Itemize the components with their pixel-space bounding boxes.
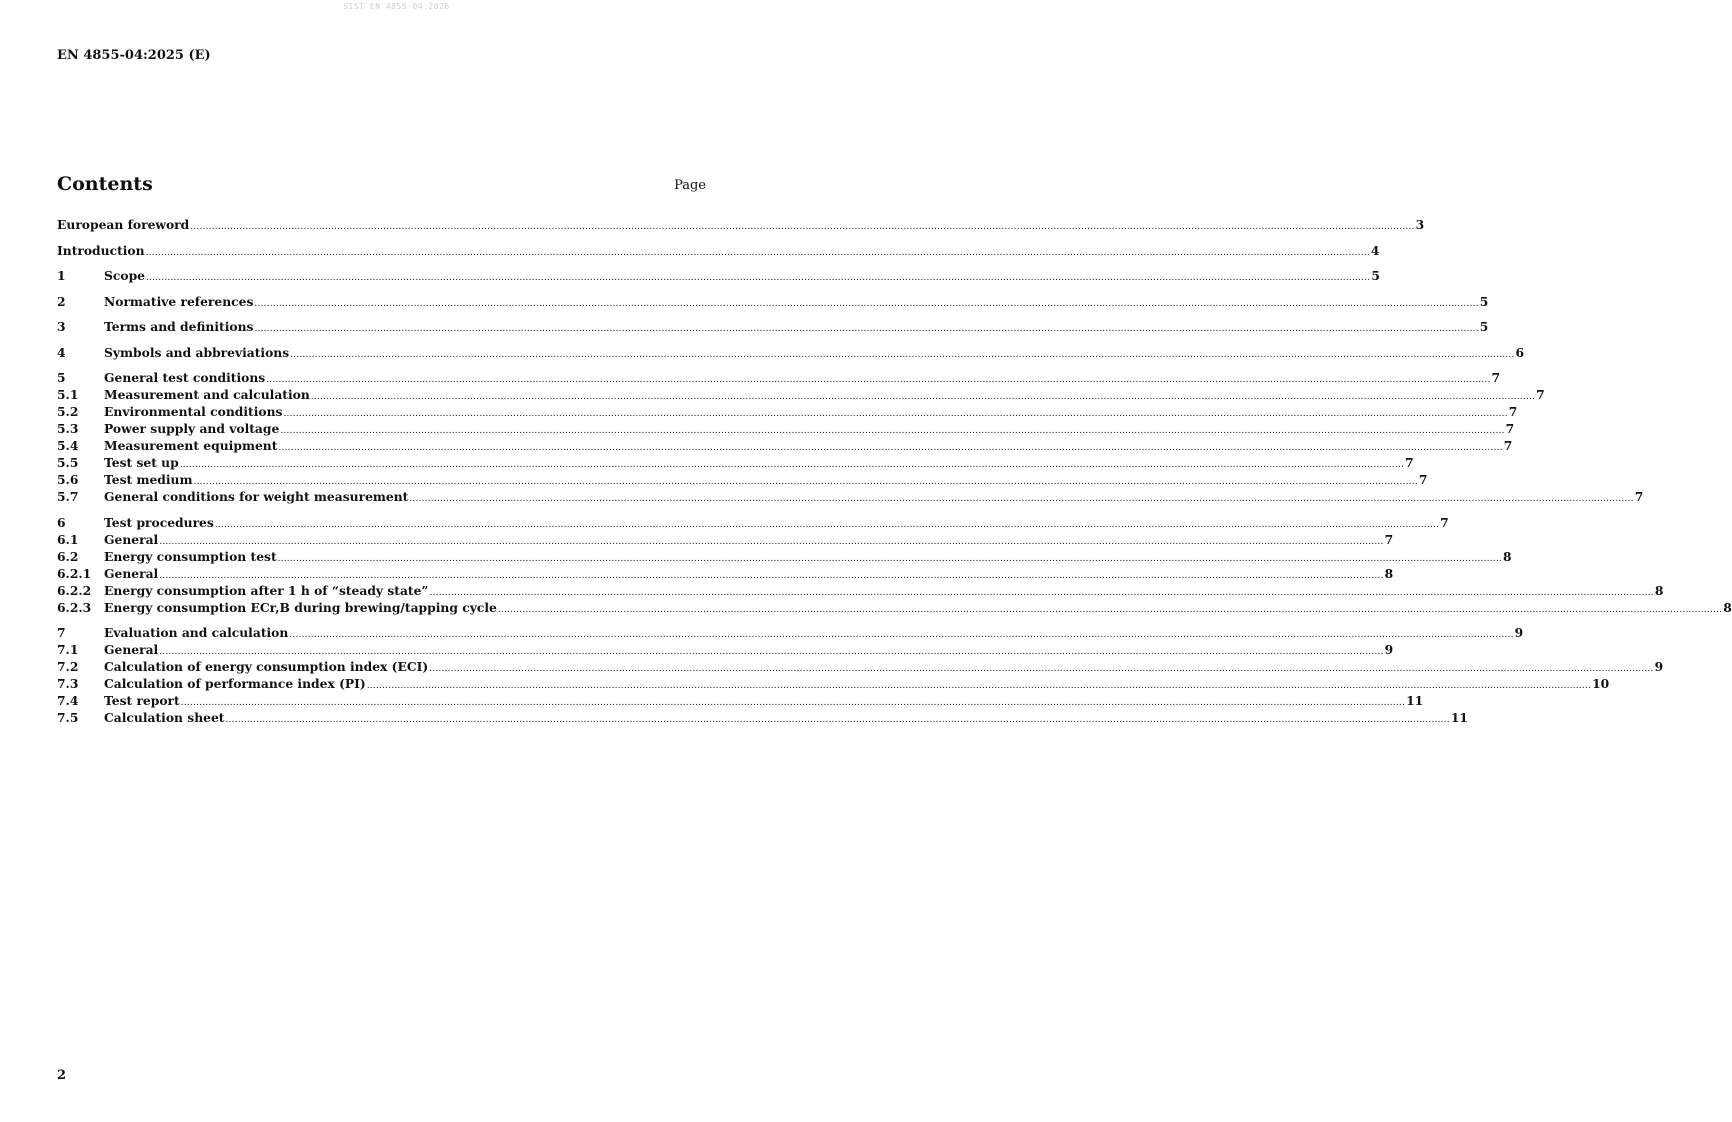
toc-entry-number: 6.2.1 xyxy=(57,565,92,581)
toc-entry[interactable] xyxy=(57,514,1449,531)
toc-entry-page: 7 xyxy=(1405,455,1414,470)
dot-leader: ................................................................................................................................................................................................................................................................................................................................................................................................................ xyxy=(214,519,1440,530)
dot-leader: ................................................................................................................................................................................................................................................................................................................................................................................................................ xyxy=(146,273,1371,283)
toc-entry-number: 5.2 xyxy=(57,404,79,419)
toc-entry-page: 5 xyxy=(1479,319,1489,334)
toc-entry-page: 5 xyxy=(1479,293,1489,309)
dot-leader: ................................................................................................................................................................................................................................................................................................................................................................................................................ xyxy=(277,553,1502,564)
toc-entry-number: 1 xyxy=(57,268,66,283)
dot-leader: ................................................................................................................................................................................................................................................................................................................................................................................................................ xyxy=(159,570,1384,581)
toc-entry[interactable] xyxy=(57,599,1732,616)
toc-entry-page: 7 xyxy=(1418,472,1428,487)
toc-entry-title: Introduction xyxy=(57,242,145,258)
dot-leader: ................................................................................................................................................................................................................................................................................................................................................................................................................ xyxy=(159,647,1384,657)
toc-entry[interactable] xyxy=(57,386,1545,403)
toc-entry-number: 5.5 xyxy=(57,455,79,470)
toc-entry[interactable] xyxy=(57,267,1380,284)
dot-leader: ................................................................................................................................................................................................................................................................................................................................................................................................................ xyxy=(145,247,1370,258)
toc-entry-page: 8 xyxy=(1384,565,1394,581)
dot-leader: ................................................................................................................................................................................................................................................................................................................................................................................................................ xyxy=(289,630,1514,640)
toc-entry-number: 5.7 xyxy=(57,489,79,504)
toc-entry-title: General xyxy=(104,531,159,547)
toc-entry[interactable] xyxy=(57,675,1610,692)
toc-entry-page: 9 xyxy=(1514,625,1524,640)
dot-leader: ................................................................................................................................................................................................................................................................................................................................................................................................................ xyxy=(409,494,1634,504)
dot-leader: ................................................................................................................................................................................................................................................................................................................................................................................................................ xyxy=(366,681,1592,691)
toc-entry-number: 5.6 xyxy=(57,472,79,487)
toc-entry-page: 4 xyxy=(1370,242,1380,258)
toc-entry-number: 5.4 xyxy=(57,438,79,453)
dot-leader: ................................................................................................................................................................................................................................................................................................................................................................................................................ xyxy=(190,222,1415,232)
toc-entry-title: Normative references xyxy=(104,293,254,309)
toc-entry-number: 7.2 xyxy=(57,659,79,674)
toc-entry-number: 5.1 xyxy=(57,387,79,402)
toc-entry-page: 5 xyxy=(1371,268,1380,283)
toc-entry-title: Energy consumption test xyxy=(104,548,277,564)
dot-leader: ................................................................................................................................................................................................................................................................................................................................................................................................................ xyxy=(283,409,1508,419)
toc-entry-title: European foreword xyxy=(57,217,190,232)
dot-leader: ................................................................................................................................................................................................................................................................................................................................................................................................................ xyxy=(193,477,1418,487)
toc-entry[interactable] xyxy=(57,658,1664,675)
toc-entry-number: 7.5 xyxy=(57,710,79,725)
toc-entry[interactable] xyxy=(57,488,1644,505)
toc-entry-page: 8 xyxy=(1654,582,1664,598)
dot-leader: ................................................................................................................................................................................................................................................................................................................................................................................................................ xyxy=(310,392,1536,402)
toc-entry[interactable] xyxy=(57,369,1501,386)
toc-entry-number: 5.3 xyxy=(57,421,79,436)
toc-entry-title: Energy consumption after 1 h of “steady state” xyxy=(104,582,429,598)
toc-entry-page: 7 xyxy=(1536,387,1545,402)
toc-entry-page: 9 xyxy=(1654,659,1664,674)
toc-entry-number: 7 xyxy=(57,625,66,640)
toc-entry[interactable] xyxy=(57,344,1525,361)
dot-leader: ................................................................................................................................................................................................................................................................................................................................................................................................................ xyxy=(225,715,1450,725)
dot-leader: ................................................................................................................................................................................................................................................................................................................................................................................................................ xyxy=(179,460,1405,470)
toc-entry-number: 7.1 xyxy=(57,642,79,657)
toc-entry-title: Energy consumption ECr,B during brewing/tapping cycle xyxy=(104,599,497,615)
dot-leader: ................................................................................................................................................................................................................................................................................................................................................................................................................ xyxy=(254,324,1479,334)
toc-entry[interactable] xyxy=(57,624,1524,641)
toc-entry-title: Test procedures xyxy=(104,514,214,530)
toc-entry-title: Test set up xyxy=(104,455,179,470)
toc-entry-page: 7 xyxy=(1384,531,1394,547)
toc-entry-page: 11 xyxy=(1406,693,1424,708)
dot-leader: ................................................................................................................................................................................................................................................................................................................................................................................................................ xyxy=(180,698,1406,708)
toc-entry-number: 6.1 xyxy=(57,531,79,547)
toc-entry-title: Calculation sheet xyxy=(104,710,225,725)
toc-entry-page: 6 xyxy=(1515,344,1525,360)
toc-entry[interactable] xyxy=(57,242,1380,259)
toc-entry[interactable] xyxy=(57,471,1428,488)
toc-entry[interactable] xyxy=(57,437,1513,454)
toc-entry-title: Test report xyxy=(104,693,180,708)
dot-leader: ................................................................................................................................................................................................................................................................................................................................................................................................................ xyxy=(278,443,1503,453)
dot-leader: ................................................................................................................................................................................................................................................................................................................................................................................................................ xyxy=(266,375,1491,385)
toc-entry-number: 7.4 xyxy=(57,693,79,708)
dot-leader: ................................................................................................................................................................................................................................................................................................................................................................................................................ xyxy=(290,349,1515,360)
toc-entry-page: 9 xyxy=(1384,642,1394,657)
contents-title: Contents xyxy=(57,173,153,195)
contents-heading-row xyxy=(57,173,706,199)
toc-entry[interactable] xyxy=(57,565,1394,582)
toc-entry[interactable] xyxy=(57,582,1664,599)
watermark: SIST EN 4855-04:2026 xyxy=(343,2,450,11)
toc-entry-title: General conditions for weight measurement xyxy=(104,489,409,504)
dot-leader: ................................................................................................................................................................................................................................................................................................................................................................................................................ xyxy=(254,298,1479,309)
toc-entry-page: 11 xyxy=(1450,710,1468,725)
toc-entry-page: 7 xyxy=(1491,370,1501,385)
toc-entry-title: Calculation of performance index (PI) xyxy=(104,676,366,691)
toc-entry-title: General xyxy=(104,642,159,657)
toc-entry[interactable] xyxy=(57,692,1424,709)
toc-entry[interactable] xyxy=(57,216,1425,233)
toc-entry-page: 10 xyxy=(1592,676,1610,691)
toc-entry-title: Scope xyxy=(104,268,145,283)
dot-leader: ................................................................................................................................................................................................................................................................................................................................................................................................................ xyxy=(429,664,1654,674)
toc-entry-page: 7 xyxy=(1505,421,1515,436)
toc-entry-number: 6.2.2 xyxy=(57,582,92,598)
toc-entry-page: 7 xyxy=(1508,404,1518,419)
toc-entry-page: 8 xyxy=(1723,599,1732,615)
toc-entry-title: General test conditions xyxy=(104,370,266,385)
toc-entry-number: 7.3 xyxy=(57,676,79,691)
dot-leader: ................................................................................................................................................................................................................................................................................................................................................................................................................ xyxy=(429,587,1654,598)
document-id-header: EN 4855-04:2025 (E) xyxy=(57,48,211,63)
toc-entry-page: 7 xyxy=(1503,438,1513,453)
toc-entry-number: 5 xyxy=(57,370,66,385)
toc-entry-page: 7 xyxy=(1440,514,1449,530)
toc-entry-title: Power supply and voltage xyxy=(104,421,280,436)
toc-entry-number: 3 xyxy=(57,319,66,334)
toc-entry[interactable] xyxy=(57,403,1518,420)
page-number: 2 xyxy=(57,1068,67,1083)
toc-entry-title: Test medium xyxy=(104,472,193,487)
toc-entry-title: Measurement and calculation xyxy=(104,387,310,402)
toc-entry-title: Symbols and abbreviations xyxy=(104,344,290,360)
toc-entry-title: Environmental conditions xyxy=(104,404,283,419)
toc-entry-page: 3 xyxy=(1415,217,1425,232)
toc-entry[interactable] xyxy=(57,548,1512,565)
toc-entry[interactable] xyxy=(57,454,1414,471)
toc-entry[interactable] xyxy=(57,641,1394,658)
table-of-contents xyxy=(57,216,1732,726)
toc-entry[interactable] xyxy=(57,318,1489,335)
toc-entry-number: 6 xyxy=(57,514,66,530)
toc-entry-title: Evaluation and calculation xyxy=(104,625,289,640)
toc-entry-number: 6.2.3 xyxy=(57,599,92,615)
toc-entry-number: 2 xyxy=(57,293,66,309)
dot-leader: ................................................................................................................................................................................................................................................................................................................................................................................................................ xyxy=(497,604,1723,615)
dot-leader: ................................................................................................................................................................................................................................................................................................................................................................................................................ xyxy=(280,426,1505,436)
toc-entry-title: Measurement equipment xyxy=(104,438,278,453)
toc-entry-page: 7 xyxy=(1634,489,1644,504)
toc-entry-title: General xyxy=(104,565,159,581)
toc-entry[interactable] xyxy=(57,709,1468,726)
toc-entry-title: Calculation of energy consumption index (ECI) xyxy=(104,659,429,674)
toc-entry-number: 4 xyxy=(57,344,66,360)
toc-entry-page: 8 xyxy=(1502,548,1512,564)
toc-entry[interactable] xyxy=(57,293,1489,310)
dot-leader: ................................................................................................................................................................................................................................................................................................................................................................................................................ xyxy=(159,536,1384,547)
toc-entry[interactable] xyxy=(57,531,1394,548)
toc-entry-number: 6.2 xyxy=(57,548,79,564)
toc-entry-title: Terms and definitions xyxy=(104,319,254,334)
toc-entry[interactable] xyxy=(57,420,1515,437)
page-column-label: Page xyxy=(674,178,706,193)
